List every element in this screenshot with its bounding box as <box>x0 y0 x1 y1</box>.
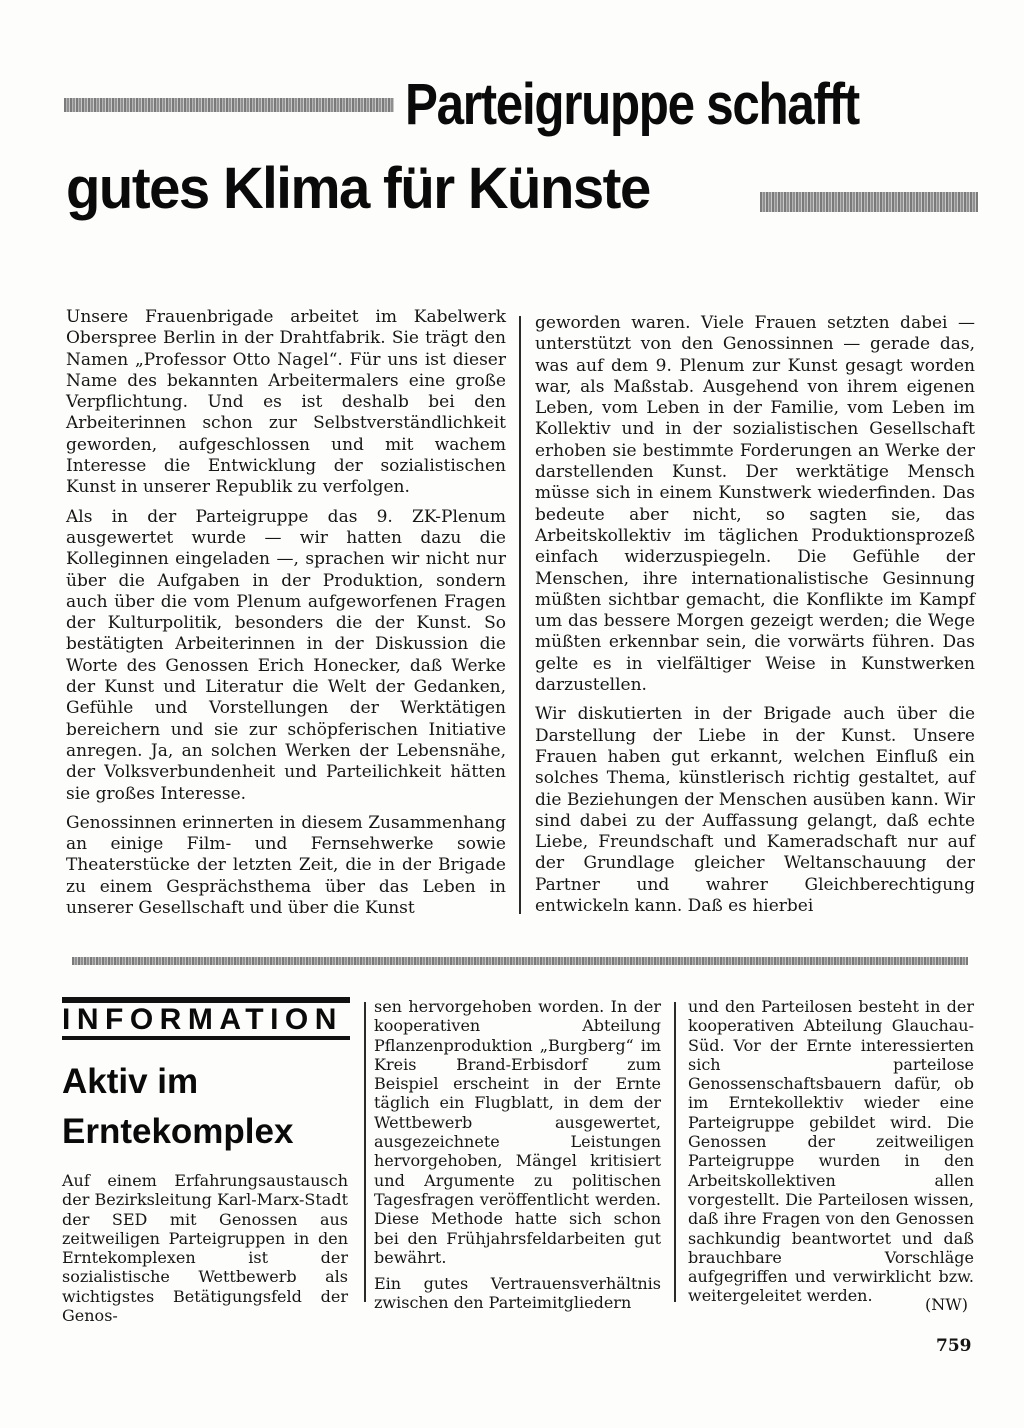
paragraph: Ein gutes Vertrauensverhältnis zwischen den Parteimitgliedern <box>374 1274 661 1313</box>
attribution: (NW) <box>925 1295 968 1314</box>
paragraph: geworden waren. Viele Frauen setzten dabei — unterstützt von den Genossinnen — gerade das, was auf dem 9. Plenum zur Kunst gesagt worden war, als Maßstab. Ausgehend von ihrem eigenen Leben, vom Leben in der Familie, vom Leben im Kollektiv und in der sozialistischen Gesellschaft erhoben sie bestimmte Forderungen an Werke der darstellenden Kunst. Der werktätige Mensch müsse sich in einem Kunstwerk wiederfinden. Das bedeute aber nicht, so sagten sie, das Arbeitskollektiv im täglichen Produktionsprozeß einfach widerzuspiegeln. Die Gefühle der Menschen, ihre internationalistische Gesinnung müßten sichtbar gemacht, die Konflikte im Kampf um das bessere Morgen gezeigt werden; die Wege müßten erkennbar sein, die vorwärts führen. Das gelte es in vielfältiger Weise in Kunstwerken darzustellen. <box>535 313 975 696</box>
headline-bar-left <box>64 98 394 112</box>
column-divider <box>674 1002 676 1302</box>
paragraph: Genossinnen erinnerten in diesem Zusammenhang an einige Film- und Fernsehwerke sowie Theaterstücke der letzten Zeit, die in der Brigade zu einem Gesprächsthema über das Leben in unserer Gesellschaft und über die Kunst <box>66 812 506 919</box>
article-left-column <box>66 307 506 927</box>
headline-line-2: gutes Klima für Künste <box>66 156 650 221</box>
information-rule-bottom <box>62 1036 350 1040</box>
article-right-column <box>535 313 975 925</box>
section-separator <box>72 957 968 965</box>
headline-bar-right <box>760 192 978 212</box>
paragraph: sen hervorgehoben worden. In der kooperativen Abteilung Pflanzenproduktion „Burgberg“ im Kreis Brand-Erbisdorf zum Beispiel erscheint in der Ernte täglich ein Flugblatt, in dem der Wettbewerb ausgewertet, ausgezeichnete Leistungen hervorgehoben, Mängel kritisiert und Argumente zu politischen Tagesfragen veröffentlicht werden. Diese Methode hatte sich schon bei den Frühjahrsfeldarbeiten gut bewährt. <box>374 997 661 1267</box>
information-title-line-1: Aktiv im <box>62 1062 199 1101</box>
paragraph: Unsere Frauenbrigade arbeitet im Kabelwerk Oberspree Berlin in der Drahtfabrik. Sie trägt den Namen „Professor Otto Nagel“. Für uns ist dieser Name des bekannten Arbeitermalers eine große Verpflichtung. Und es ist deshalb bei den Arbeiterinnen schon zur Selbstverständlichkeit geworden, aufgeschlossen und mit wachem Interesse die Entwicklung der sozialistischen Kunst in unserer Republik zu verfolgen. <box>66 307 506 498</box>
paragraph: Auf einem Erfahrungsaustausch der Bezirksleitung Karl-Marx-Stadt der SED mit Genossen aus zeitweiligen Parteigruppen in den Erntekomplexen ist der sozialistische Wettbewerb als wichtigstes Betätigungsfeld der Genos- <box>62 1171 348 1326</box>
page-number: 759 <box>936 1336 972 1356</box>
information-title-line-2: Erntekomplex <box>62 1112 294 1151</box>
paragraph: Als in der Parteigruppe das 9. ZK-Plenum ausgewertet wurde — wir hatten dazu die Kolleginnen eingeladen —, sprachen wir nicht nur über die Aufgaben in der Produktion, sondern auch über die vom Plenum aufgeworfenen Fragen der Kulturpolitik, besonders die der Kunst. So bestätigten Arbeiterinnen in der Diskussion die Worte des Genossen Erich Honecker, daß Werke der Kunst und Literatur die Welt der Gedanken, Gefühle und Vorstellungen der Werktätigen bereichern und sie zur schöpferischen Initiative anregen. Ja, an solchen Werken der Lebensnähe, der Volksverbundenheit und Parteilichkeit hätten sie großes Interesse. <box>66 506 506 804</box>
information-column-3 <box>688 997 974 1313</box>
information-column-2 <box>374 997 661 1320</box>
information-label: INFORMATION <box>62 1003 343 1036</box>
paragraph: und den Parteilosen besteht in der kooperativen Abteilung Glauchau-Süd. Vor der Ernte interessierten sich parteilose Genossenschaftsbauern dafür, ob im Erntekollektiv wieder eine Parteigruppe gebildet wird. Die Genossen der zeitweiligen Parteigruppe wurden in den Arbeitskollektiven allen vorgestellt. Die Parteilosen wissen, daß ihre Fragen von den Genossen sachkundig beantwortet und daß brauchbare Vorschläge aufgegriffen und verwirklicht bzw. weitergeleitet werden. <box>688 997 974 1306</box>
information-column-1 <box>62 1171 348 1332</box>
paragraph: Wir diskutierten in der Brigade auch über die Darstellung der Liebe in der Kunst. Unsere Frauen haben gut erkannt, welchen Einfluß ein solches Thema, künstlerisch richtig gestaltet, auf die Beziehungen der Menschen ausüben kann. Wir sind dabei zu der Auffassung gelangt, daß echte Liebe, Freundschaft und Kameradschaft nur auf der Grundlage gleicher Weltanschauung der Partner und wahrer Gleichberechtigung entwickeln kann. Daß es hierbei <box>535 704 975 917</box>
column-divider <box>519 316 521 914</box>
headline-line-1: Parteigruppe schafft <box>405 72 859 137</box>
column-divider <box>364 1002 366 1302</box>
